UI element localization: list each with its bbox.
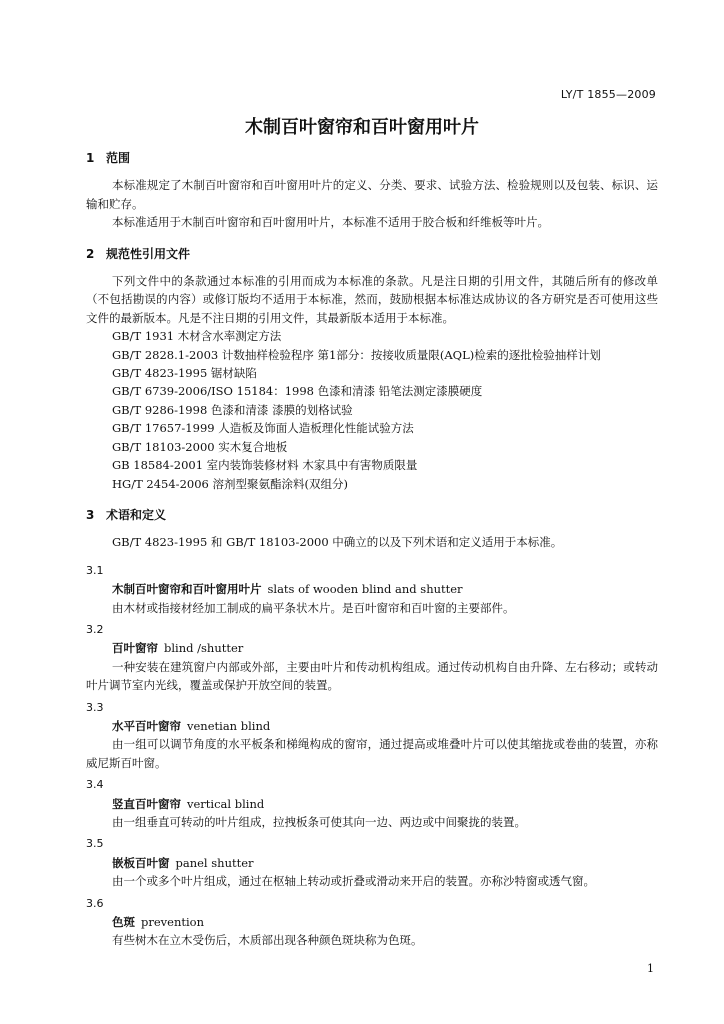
term-english: venetian blind [187,718,271,733]
term-entry [86,621,658,695]
term-english: vertical blind [187,796,265,811]
term-entry [86,699,658,773]
term-number: 3.4 [86,778,104,792]
term-number: 3.5 [86,837,104,851]
section-title: 范围 [106,151,131,165]
term-entry [86,562,658,617]
term-chinese: 嵌板百叶窗 [112,855,170,870]
reference-item: GB/T 4823-1995 锯材缺陷 [112,366,257,381]
section-2-heading [86,245,658,263]
term-chinese: 百叶窗帘 [112,641,158,656]
section-title: 规范性引用文件 [106,246,191,261]
term-chinese: 色斑 [112,915,135,930]
term-entry [86,835,658,890]
term-definition: 由木材或指接材经加工制成的扁平条状木片。是百叶窗帘和百叶窗的主要部件。 [112,600,515,615]
term-number: 3.1 [86,563,104,577]
terms-intro-paragraph: GB/T 4823-1995 和 GB/T 18103-2000 中确立的以及下列术语和定义适用于本标准。 [112,535,563,550]
section-number: 2 [86,246,95,261]
term-number: 3.6 [86,896,104,910]
term-english: prevention [141,915,205,930]
section-number: 1 [86,151,95,165]
document-body [86,146,658,950]
section-number: 3 [86,507,95,522]
term-definition: 由一组垂直可转动的叶片组成，拉拽板条可使其向一边、两边或中间聚拢的装置。 [112,815,526,829]
term-definition: 一种安装在建筑窗户内部或外部，主要由叶片和传动机构组成。通过传动机构自由升降、左右移动；或转动叶片调节室内光线，覆盖或保护开放空间的装置。 [86,659,658,693]
section-3-heading [86,506,658,524]
reference-item: GB/T 18103-2000 实木复合地板 [112,439,288,454]
term-english: panel shutter [175,855,254,870]
page-number: 1 [647,962,654,975]
term-english: slats of wooden blind and shutter [267,582,463,597]
term-number: 3.2 [86,622,104,636]
reference-item: GB/T 6739-2006/ISO 15184：1998 色漆和清漆 铅笔法测定漆膜硬度 [112,384,483,399]
scope-paragraph-1: 本标准规定了木制百叶窗帘和百叶窗用叶片的定义、分类、要求、试验方法、检验规则以及包装、标识、运输和贮存。 [86,178,658,211]
term-chinese: 竖直百叶窗帘 [112,796,181,811]
term-chinese: 木制百叶窗帘和百叶窗用叶片 [112,582,262,597]
reference-item: GB/T 17657-1999 人造板及饰面人造板理化性能试验方法 [112,421,414,436]
scope-paragraph-2: 本标准适用于木制百叶窗帘和百叶窗用叶片，本标准不适用于胶合板和纤维板等叶片。 [112,215,549,230]
reference-item: GB/T 9286-1998 色漆和清漆 漆膜的划格试验 [112,402,353,417]
reference-list [86,327,658,493]
term-entry [86,776,658,831]
section-title: 术语和定义 [106,507,167,522]
section-1-heading [86,149,658,167]
term-definition: 由一个或多个叶片组成，通过在枢轴上转动或折叠或滑动来开启的装置。亦称沙特窗或透气窗。 [112,874,595,889]
reference-item: GB/T 2828.1-2003 计数抽样检验程序 第1部分：按接收质量限(AQL)检索的逐批检验抽样计划 [112,347,601,362]
reference-item: HG/T 2454-2006 溶剂型聚氨酯涂料(双组分) [112,476,348,491]
term-chinese: 水平百叶窗帘 [112,718,181,733]
reference-item: GB 18584-2001 室内装饰装修材料 木家具中有害物质限量 [112,458,418,473]
term-definition: 有些树木在立木受伤后，木质部出现各种颜色斑块称为色斑。 [112,933,423,948]
standard-code: LY/T 1855—2009 [560,88,656,101]
term-entry [86,895,658,950]
normative-references-paragraph: 下列文件中的条款通过本标准的引用而成为本标准的条款。凡是注日期的引用文件，其随后所有的修改单（不包括勘误的内容）或修订版均不适用于本标准，然而，鼓励根据本标准达成协议的各方研究是否可使用这些文件的最新版本。凡是不注日期的引用文件，其最新版本适用于本标准。 [86,274,658,325]
term-english: blind /shutter [164,641,244,656]
term-number: 3.3 [86,700,104,714]
term-definition: 由一组可以调节角度的水平板条和梯绳构成的窗帘，通过提高或堆叠叶片可以使其缩拢或卷曲的装置，亦称威尼斯百叶窗。 [86,737,658,770]
reference-item: GB/T 1931 木材含水率测定方法 [112,329,282,344]
document-title: 木制百叶窗帘和百叶窗用叶片 [245,117,479,138]
